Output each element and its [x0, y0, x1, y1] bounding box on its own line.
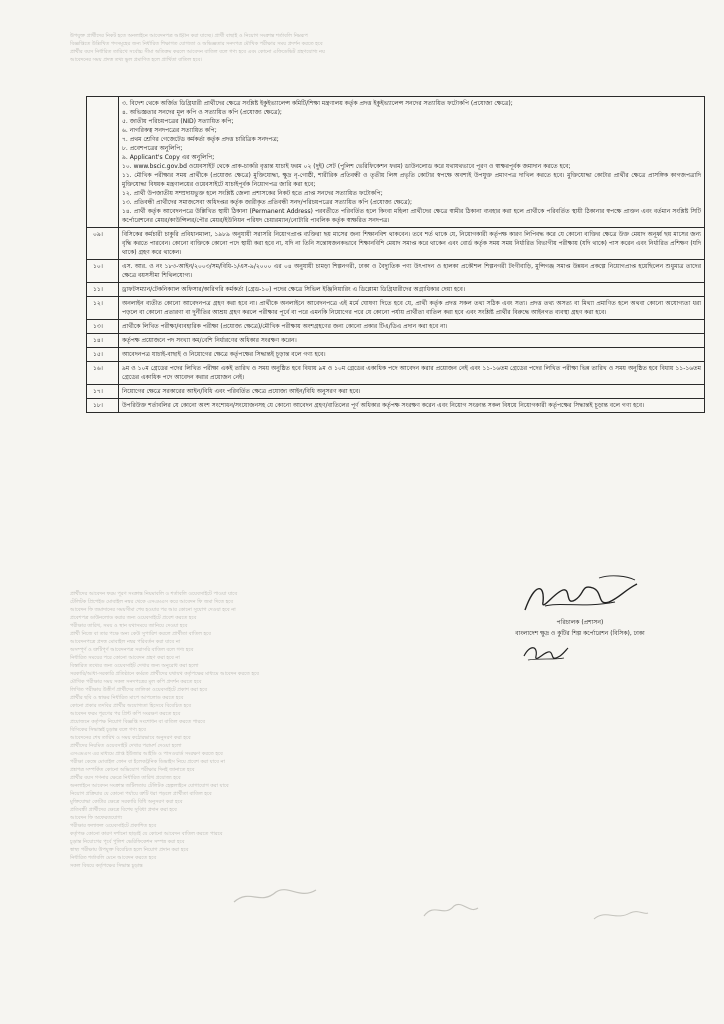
- table-row: [87, 320, 705, 334]
- list-item: ১২. প্রার্থী উপজাতীয় সম্প্রদায়ভুক্ত হলে সংশ্লিষ্ট জেলা প্রশাসকের নিকট হতে প্রাপ্ত সনদের সত্যায়িত ফটোকপি;: [122, 190, 383, 197]
- list-item: ৪. অভিজ্ঞতার সনদের মূল কপি ও সত্যায়িত কপি (প্রযোজ্য ক্ষেত্রে);: [122, 109, 282, 116]
- clause-number: [87, 97, 119, 228]
- table-row: [87, 97, 705, 228]
- clause-number: ১৪।: [87, 334, 119, 348]
- list-item: ৮. প্রবেশপত্রের অনুলিপি;: [122, 145, 183, 152]
- list-item: ৫. জাতীয় পরিচয়পত্রের (NID) সত্যায়িত কপি;: [122, 118, 234, 125]
- signature-icon: [515, 572, 645, 620]
- bleed-line: চূড়ান্ত নিয়োগের পূর্বে পুলিশ ভেরিফিকেশন সম্পন্ন করা হবে: [70, 839, 185, 845]
- bleed-line: কোনো প্রকার তদবির প্রার্থীর অযোগ্যতা হিসেবে বিবেচিত হবে: [70, 703, 191, 709]
- clause-number: ১৫।: [87, 348, 119, 362]
- list-item: ৭. প্রথম শ্রেণির গেজেটেড কর্মকর্তা কর্তৃক প্রদত্ত চারিত্রিক সনদপত্র;: [122, 136, 279, 143]
- bleed-line: নির্ধারিত শর্তাবলি মেনে আবেদন করতে হবে: [70, 855, 157, 861]
- bleed-line: প্রার্থীর ছবি ও স্বাক্ষর নির্ধারিত মাপে আপলোড করতে হবে: [70, 695, 184, 701]
- table-row: [87, 260, 705, 283]
- clause-text: বিসিকের কর্মচারী চাকুরি প্রবিধানমালা, ১৯৮৯ অনুযায়ী সরাসরি নিয়োগপ্রাপ্ত ব্যক্তিরা ছয় মাসের জন্য শিক্ষানবিশ থাকবেন। তবে শর্ত থাকে যে, নিয়োগকারী কর্তৃপক্ষ কারণ লিপিবদ্ধ করে যে কোনো ব্যক্তির ক্ষেত্রে উক্ত মেয়াদ অনূর্ধ্ব ছয় মাসের জন্য বৃদ্ধি করতে পারবেন। কোনো ব্যক্তিকে কোনো পদে স্থায়ী করা হবে না, যদি না তিনি সন্তোষজনকভাবে শিক্ষানবিশি মেয়াদ সমাপ্ত করে থাকেন এবং বোর্ড কর্তৃক সময় সময় নির্ধারিত বিভাগীয় পরীক্ষায় (যদি থাকে) পাস করেন এবং নির্ধারিত প্রশিক্ষণ (যদি থাকে) গ্রহণ করে থাকেন।: [119, 228, 705, 260]
- table-row: [87, 399, 705, 413]
- bleed-line: অনলাইনে আবেদন সংক্রান্ত জটিলতায় টেলিটক হেল্পলাইনে যোগাযোগ করা যাবে: [70, 783, 229, 789]
- signature-block: [470, 572, 690, 638]
- bleed-line: কর্তৃপক্ষ কোনো কারণ দর্শানো ছাড়াই যে কোনো আবেদন বাতিল করতে পারবে: [70, 831, 223, 837]
- clause-number: ১৮।: [87, 399, 119, 413]
- table-row: [87, 348, 705, 362]
- table-row: [87, 385, 705, 399]
- bleed-line: বিস্তারিত তথ্যের জন্য ওয়েবসাইট দেখার জন্য অনুরোধ করা হলো: [70, 663, 199, 669]
- bleed-line: আবেদনপত্রে প্রদত্ত মোবাইল নম্বর পরিবর্তন করা যাবে না: [70, 639, 181, 645]
- conditions-table: [86, 96, 705, 413]
- bleed-line: বিজ্ঞপ্তিতে উল্লিখিত পদসমূহের জন্য নির্ধারিত শিক্ষাগত যোগ্যতা ও অভিজ্ঞতার সনদপত্র মৌখিক পরীক্ষার সময় প্রদর্শন করতে হবে: [70, 41, 323, 47]
- bleed-line: আবেদন ফরম পূরণের পর প্রিন্ট কপি সংরক্ষণ করতে হবে: [70, 711, 181, 717]
- bleed-line: প্রার্থীদের আবেদন ফরম পূরণ সংক্রান্ত নিয়মাবলি ও শর্তাবলি ওয়েবসাইটে পাওয়া যাবে: [70, 591, 238, 597]
- list-item: ১০. www.bscic.gov.bd ওয়েবসাইট থেকে প্রাক-চাকরি বৃত্তান্ত যাচাই ফরম ০২ (দুই) সেট (পুলিশ ভেরিফিকেশন ফরম) ডাউনলোড করে যথাযথভাবে পূরণ ও স্বাক্ষরপূর্বক জমাদান করতে হবে;: [122, 163, 571, 170]
- bleed-line: প্রার্থী নিজে বা তার পক্ষে অন্য কেউ সুপারিশ করলে প্রার্থীতা বাতিল হবে: [70, 631, 211, 637]
- list-item: ৩. বিদেশ থেকে অর্জিত ডিগ্রিধারী প্রার্থীদের ক্ষেত্রে সংশ্লিষ্ট ইকুইভ্যালেন্স কমিটি/শিক্ষা মন্ত্রণালয় কর্তৃক প্রদত্ত ইকুইভ্যালেন্স সনদের সত্যায়িত ফটোকপি (প্রযোজ্য ক্ষেত্রে);: [122, 100, 513, 107]
- bleed-line: প্রার্থীদের নিয়মিত ওয়েবসাইট দেখার পরামর্শ দেওয়া হলো: [70, 743, 182, 749]
- clause-text: উপরিউক্ত শর্তাবলির যে কোনো অংশ সংশোধন/সংযোজনসহ যে কোনো আবেদন গ্রহণ/বাতিলের পূর্ণ অধিকার কর্তৃপক্ষ সংরক্ষণ করেন এবং নিয়োগ সংক্রান্ত সকল বিষয়ে নিয়োগকারী কর্তৃপক্ষের সিদ্ধান্তই চূড়ান্ত বলে গণ্য হবে।: [119, 399, 705, 413]
- bleed-line: আবেদনের সময় প্রদত্ত তথ্য ভুল প্রমাণিত হলে প্রার্থিতা বাতিল হবে।: [70, 57, 203, 63]
- clause-number: ০৯।: [87, 228, 119, 260]
- bleed-line: প্রার্থীর বয়স নির্ধারিত তারিখে সর্বোচ্চ সীমা অতিক্রম করলে আবেদন বাতিল বলে গণ্য হবে এবং কোনো এফিডেভিট গ্রহণযোগ্য নয়: [70, 49, 325, 55]
- list-item: ১৪. প্রার্থী কর্তৃক আবেদনপত্রে উল্লিখিত স্থায়ী ঠিকানা (Permanent Address) পরবর্তীতে পরিবর্তিত হলে কিংবা মহিলা প্রার্থীদের ক্ষেত্রে স্বামীর ঠিকানা ব্যবহার করা হলে প্রার্থীকে পরিবর্তিত স্থায়ী ঠিকানার স্বপক্ষে প্রাক্তন এবং বর্তমান সংশ্লিষ্ট সিটি কর্পোরেশনের মেয়র/কাউন্সিলর/পৌর মেয়র/ইউনিয়ন পরিষদ চেয়ারম্যান/নোটারি পাবলিক কর্তৃক স্বাক্ষরিত সনদপত্র।: [122, 208, 701, 224]
- list-item: ১১. মৌখিক পরীক্ষার সময় প্রার্থীকে (প্রযোজ্য ক্ষেত্রে) মুক্তিযোদ্ধা, ক্ষুদ্র নৃ-গোষ্ঠী, শারীরিক প্রতিবন্ধী ও তৃতীয় লিঙ্গ প্রভৃতি কোটার স্বপক্ষে অবশ্যই উপযুক্ত প্রমাণপত্র দাখিল করতে হবে। মুক্তিযোদ্ধা কোটার প্রার্থীর ক্ষেত্রে প্রাসঙ্গিক কাগজপত্রাদি মুক্তিযোদ্ধা বিষয়ক মন্ত্রণালয়ের ওয়েবসাইটে যাচাইপূর্বক নিয়োগপত্র জারি করা হবে;: [122, 172, 701, 188]
- bleed-line: এসএমএস এর মাধ্যমে প্রাপ্ত ইউজার আইডি ও পাসওয়ার্ড সংরক্ষণ করতে হবে: [70, 751, 223, 757]
- bleed-through-text-top: [70, 32, 684, 102]
- organization-name: বাংলাদেশ ক্ষুদ্র ও কুটির শিল্প কর্পোরেশন (বিসিক), ঢাকা: [515, 630, 645, 637]
- bleed-line: পরীক্ষা কেন্দ্রে মোবাইল ফোন বা ইলেকট্রনিক ডিভাইস নিয়ে প্রবেশ করা যাবে না: [70, 759, 225, 765]
- initials-icon: [520, 640, 570, 666]
- bleed-line: টেলিটক প্রিপেইড মোবাইল নম্বর থেকে এসএমএস করে আবেদন ফি জমা দিতে হবে: [70, 599, 234, 605]
- clause-number: ১১।: [87, 283, 119, 297]
- bleed-line: অসম্পূর্ণ ও ত্রুটিপূর্ণ আবেদনপত্র সরাসরি বাতিল বলে গণ্য হবে: [70, 647, 194, 653]
- clause-text: প্রার্থীকে লিখিত পরীক্ষা/ব্যবহারিক পরীক্ষা (প্রযোজ্য ক্ষেত্রে)/মৌখিক পরীক্ষায় অংশগ্রহণের জন্য কোনো প্রকার টিএ/ডিএ প্রদান করা হবে না।: [119, 320, 705, 334]
- bleed-line: মুক্তিযোদ্ধা কোটার ক্ষেত্রে সরকারি বিধি অনুসরণ করা হবে: [70, 799, 183, 805]
- clause-number: ১২।: [87, 297, 119, 320]
- clause-number: ১৭।: [87, 385, 119, 399]
- clause-text: নিয়োগের ক্ষেত্রে সরকারের আইন/বিধি এবং পরিবর্তিত ক্ষেত্রে প্রযোজ্য আইন/বিধি অনুসরণ করা হবে।: [119, 385, 705, 399]
- table-row: [87, 362, 705, 385]
- clause-text: আবেদনপত্র যাচাই-বাছাই ও নিয়োগের ক্ষেত্রে কর্তৃপক্ষের সিদ্ধান্তই চূড়ান্ত বলে গণ্য হবে।: [119, 348, 705, 362]
- bleed-line: স্বাস্থ্য পরীক্ষায় উপযুক্ত বিবেচিত হলে নিয়োগ প্রদান করা হবে: [70, 847, 189, 853]
- bleed-line: আবেদন ফি অফেরতযোগ্য: [70, 815, 123, 821]
- bleed-line: প্রার্থীর বয়স গণনার ক্ষেত্রে নির্ধারিত তারিখ প্রযোজ্য হবে: [70, 775, 181, 781]
- signatory-title: পরিচালক (প্রশাসন): [556, 619, 604, 626]
- bleed-line: আবেদনের শেষ তারিখ ও সময় কঠোরভাবে অনুসরণ করা হবে: [70, 735, 191, 741]
- clause-text: এস. আর. ও নং ১৮৩-আইন/২০০৩/সম/বিধি-১/এস-৯/২০০০ এর ০৪ অনুযায়ী চামড়া শিল্পনগরী, ঢাকা ও বৈদ্যুতিক পণ্য উৎপাদন ও হালকা প্রকৌশল শিল্পনগরী টংগীবাড়ি, মুন্সিগঞ্জ সমাপ্ত উন্নয়ন প্রকল্পে নিয়োগপ্রাপ্ত হয়েছিলেন শুধুমাত্র তাদের ক্ষেত্রে বয়সসীমা শিথিলযোগ্য।: [119, 260, 705, 283]
- bleed-line: মৌখিক পরীক্ষার সময় সকল সনদপত্রের মূল কপি প্রদর্শন করতে হবে: [70, 679, 202, 685]
- bleed-line: পরীক্ষার তারিখ, সময় ও স্থান যথাসময়ে জানিয়ে দেওয়া হবে: [70, 623, 188, 629]
- bleed-line: প্রয়োজনে কর্তৃপক্ষ নিয়োগ বিজ্ঞপ্তি সংশোধন বা বাতিল করতে পারবে: [70, 719, 206, 725]
- bleed-line: নিয়োগ প্রক্রিয়ার যে কোনো পর্যায়ে ত্রুটি ধরা পড়লে প্রার্থীতা বাতিল হবে: [70, 791, 212, 797]
- bleed-line: প্রতিবন্ধী প্রার্থীদের ক্ষেত্রে বিশেষ সুবিধা প্রদান করা হবে: [70, 807, 177, 813]
- list-item: ৬. নাগরিকত্ব সনদপত্রের সত্যায়িত কপি;: [122, 127, 217, 134]
- table-row: [87, 283, 705, 297]
- table-row: [87, 334, 705, 348]
- table-row: [87, 297, 705, 320]
- list-item: ৯. Applicant's Copy এর অনুলিপি;: [122, 154, 215, 161]
- bleed-line: আবেদন ফি জমাদানের সময়সীমা শেষ হওয়ার পর আর কোনো সুযোগ দেওয়া হবে না: [70, 607, 236, 613]
- clause-text: কর্তৃপক্ষ প্রয়োজনে পদ সংখ্যা কম/বেশি নির্ধারণের অধিকার সংরক্ষণ করেন।: [119, 334, 705, 348]
- bleed-line: উপযুক্ত প্রার্থীদের নিকট হতে অনলাইনে আবেদনপত্র আহ্বান করা যাচ্ছে। প্রার্থী বাছাই ও নিয়োগ সংক্রান্ত শর্তাবলি নিম্নরূপ: [70, 33, 308, 39]
- bleed-line: লিখিত পরীক্ষায় উত্তীর্ণ প্রার্থীদের তালিকা ওয়েবসাইটে প্রকাশ করা হবে: [70, 687, 208, 693]
- clause-number: ১৩।: [87, 320, 119, 334]
- bleed-line: পরীক্ষার ফলাফল ওয়েবসাইটে প্রকাশিত হবে: [70, 823, 157, 829]
- clause-number: ১০।: [87, 260, 119, 283]
- bleed-signature-icon: [420, 898, 480, 922]
- clause-text: অনলাইন ব্যতীত কোনো আবেদনপত্র গ্রহণ করা হবে না। প্রার্থীকে অনলাইনে আবেদনপত্রে এই মর্মে ঘোষণা দিতে হবে যে, প্রার্থী কর্তৃক প্রদত্ত সকল তথ্য সঠিক এবং সত্য। প্রদত্ত তথ্য অসত্য বা মিথ্যা প্রমাণিত হলে অথবা কোনো অযোগ্যতা ধরা পড়লে বা কোনো প্রতারণা বা দুর্নীতির আশ্রয় গ্রহণ করলে পরীক্ষার পূর্বে বা পরে এমনকি নিয়োগের পরে যে কোনো পর্যায় প্রার্থীতা বাতিল করা হবে এবং সংশ্লিষ্ট প্রার্থীর বিরুদ্ধে আইনগত ব্যবস্থা গ্রহণ করা হবে।: [119, 297, 705, 320]
- bleed-signature-icon: [230, 880, 320, 910]
- required-documents-list: [119, 97, 705, 228]
- bleed-line: নির্ধারিত সময়ের পরে কোনো আবেদন গ্রহণ করা হবে না: [70, 655, 180, 661]
- table-row: [87, 228, 705, 260]
- bleed-line: প্রশ্নপত্র সম্পর্কিত কোনো অভিযোগ পরীক্ষার দিনই জানাতে হবে: [70, 767, 195, 773]
- bleed-signature-icon: [590, 905, 650, 925]
- bleed-line: প্রবেশপত্র ডাউনলোড করার জন্য ওয়েবসাইটে প্রবেশ করতে হবে: [70, 615, 197, 621]
- clause-number: ১৬।: [87, 362, 119, 385]
- bleed-line: সরকারি/আধা-সরকারি প্রতিষ্ঠানে কর্মরত প্রার্থীদের যথাযথ কর্তৃপক্ষের মাধ্যমে আবেদন করতে হবে: [70, 671, 259, 677]
- clause-text: ৯ম ও ১০ম গ্রেডের পদের লিখিত পরীক্ষা একই তারিখ ও সময় অনুষ্ঠিত হবে বিধায় ৯ম ও ১০ম গ্রেডের একাধিক পদে আবেদন করার প্রয়োজন নেই এবং ১১-১৬তম গ্রেডের পদের লিখিত পরীক্ষা ভিন্ন তারিখ ও সময় অনুষ্ঠিত হবে বিধায় ১১-১৬তম গ্রেডের একাধিক পদে আবেদন করার প্রয়োজন নেই।: [119, 362, 705, 385]
- bleed-line: বিসিকের সিদ্ধান্তই চূড়ান্ত বলে গণ্য হবে: [70, 727, 146, 733]
- clause-text: ড্রাফটসম্যান/টেকনিক্যাল অফিসার/কারিগরি কর্মকর্তা (গ্রেড-১০) পদের ক্ষেত্রে সিভিল ইঞ্জিনিয়ারিং এ ডিপ্লোমা ডিগ্রিধারীদের অগ্রাধিকার দেয়া হবে।: [119, 283, 705, 297]
- bleed-line: সকল বিষয়ে কর্তৃপক্ষের সিদ্ধান্ত চূড়ান্ত: [70, 863, 143, 869]
- list-item: ১৩. প্রতিবন্ধী প্রার্থীদের সমাজসেবা অধিদপ্তর কর্তৃক জারীকৃত প্রতিবন্ধী সনদ/পরিচয়পত্রের সত্যায়িত কপি (প্রযোজ্য ক্ষেত্রে);: [122, 199, 412, 206]
